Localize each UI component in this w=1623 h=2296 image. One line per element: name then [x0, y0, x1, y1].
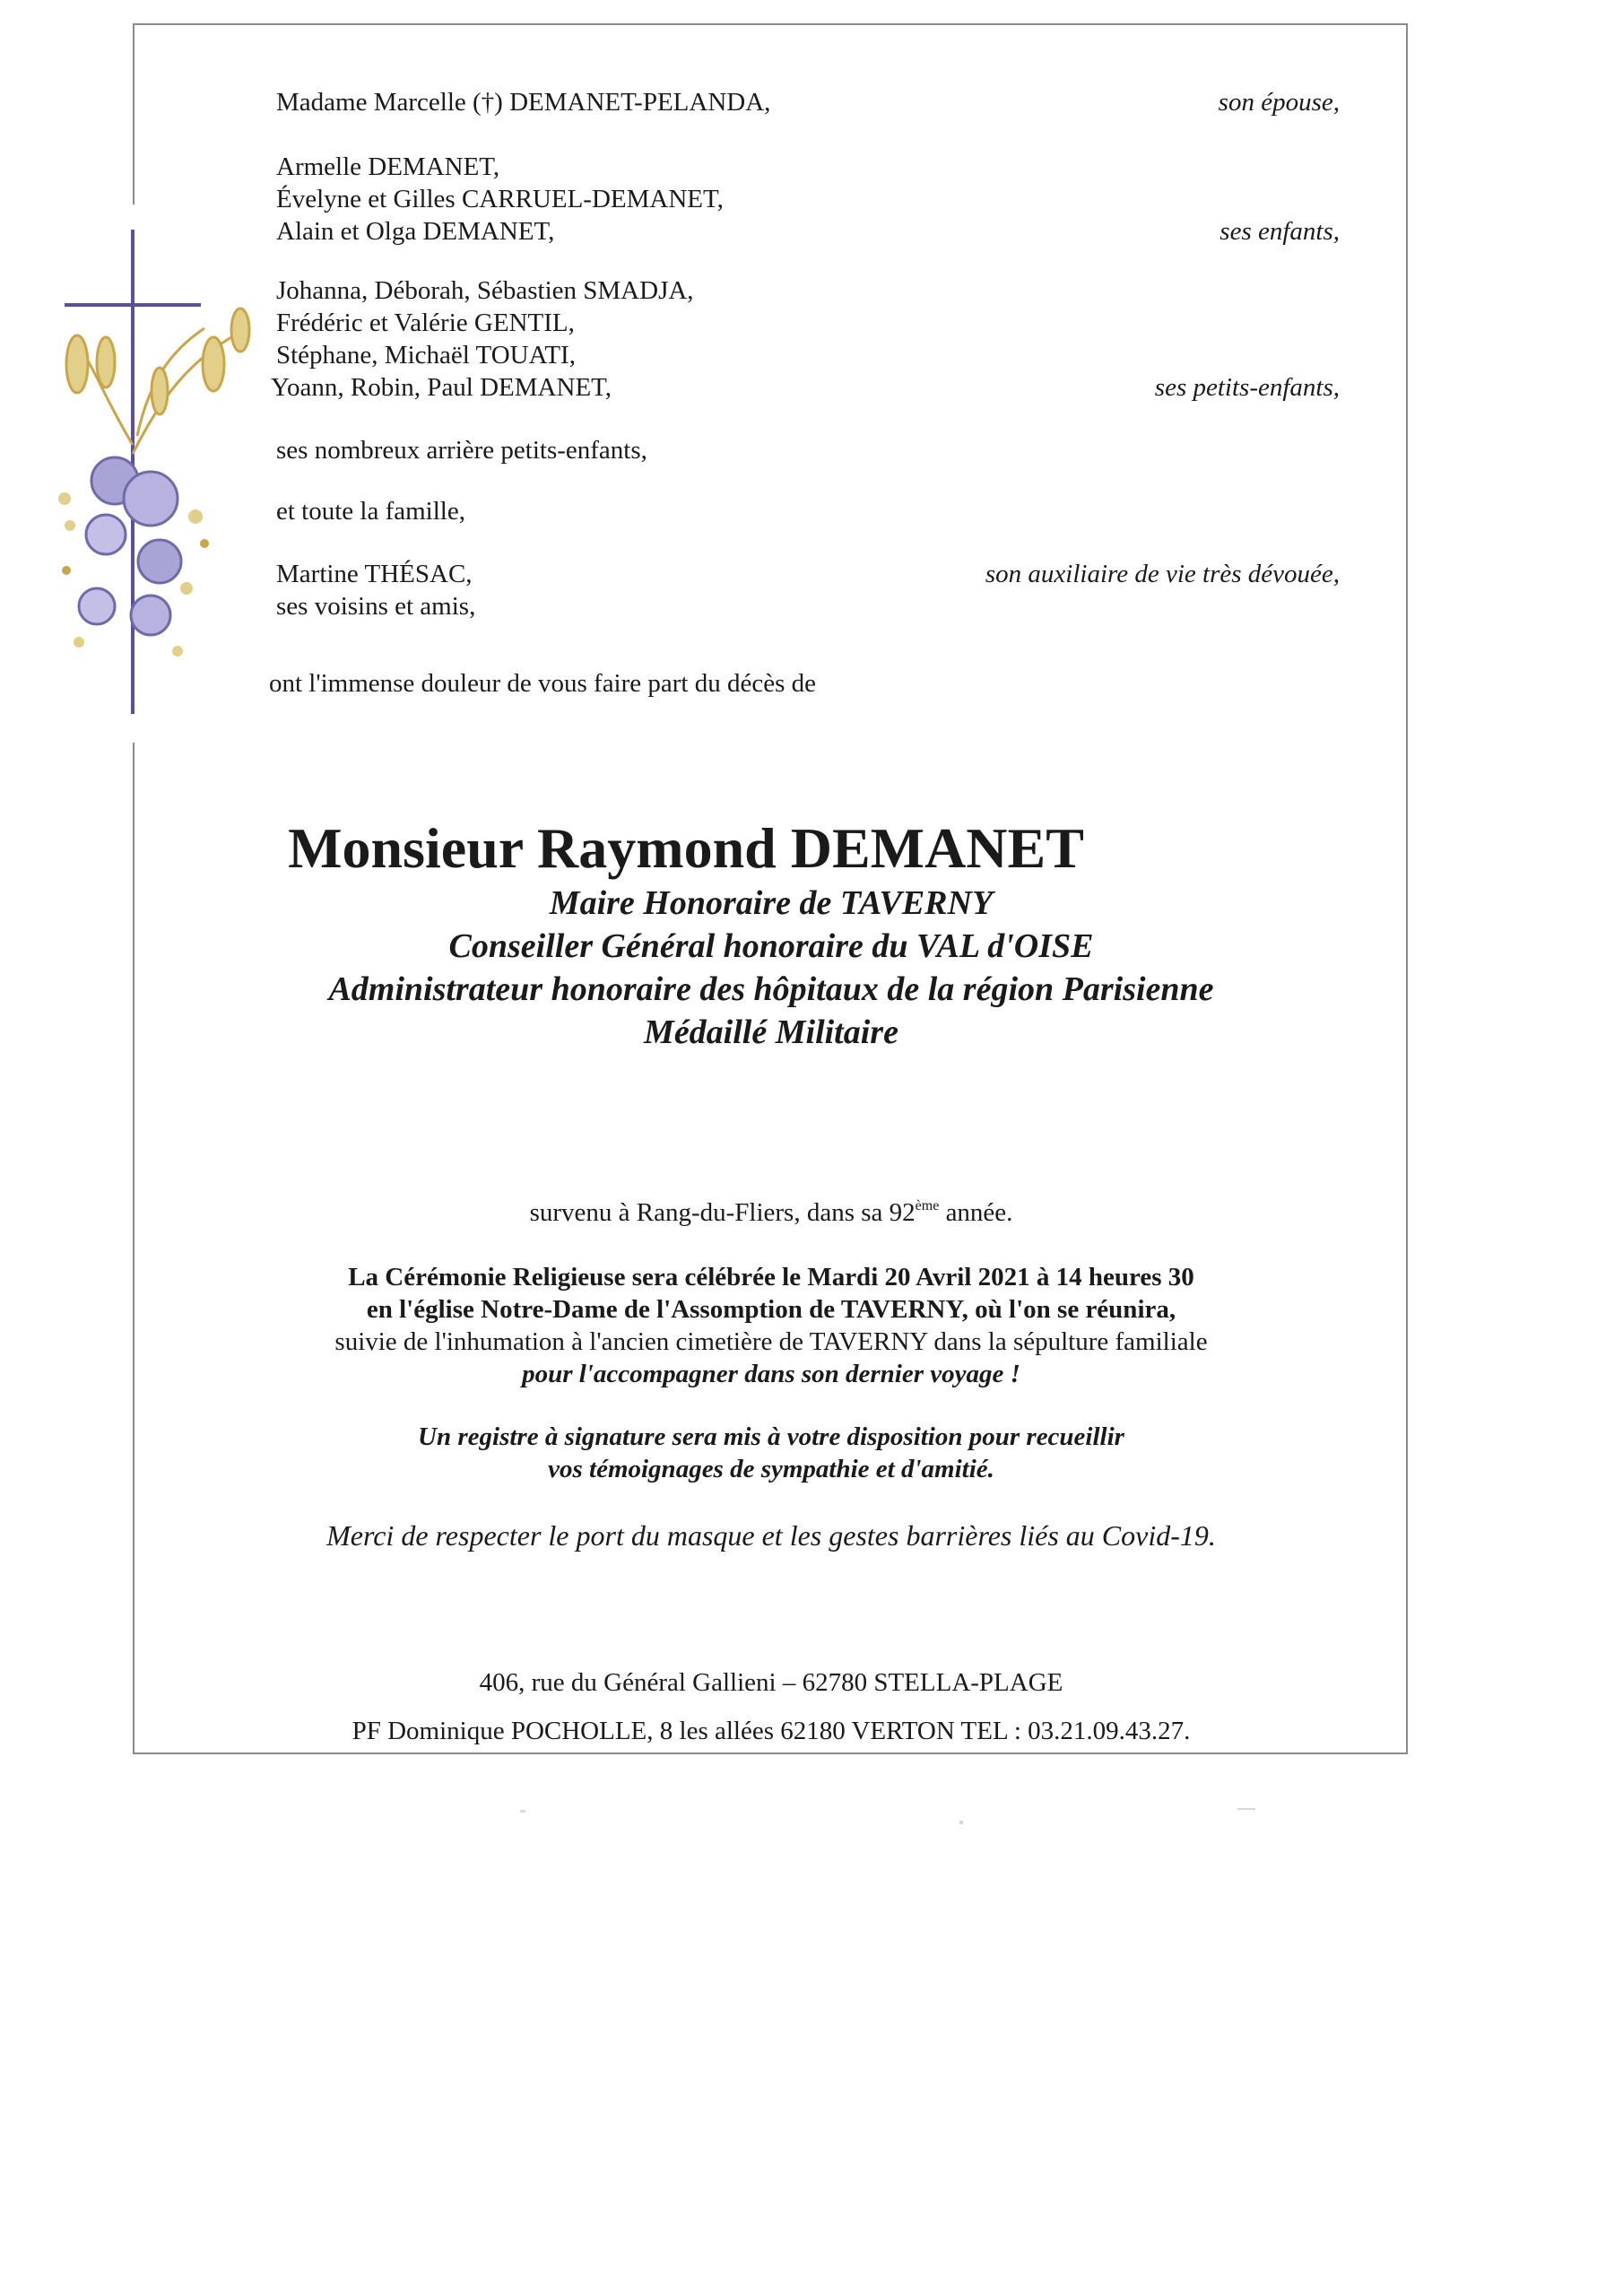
caregiver-relation: son auxiliaire de vie très dévouée, — [985, 560, 1340, 588]
ceremony-line: pour l'accompagner dans son dernier voyage ! — [522, 1360, 1020, 1388]
caregiver-row — [276, 558, 1340, 622]
spouse-row — [276, 86, 1340, 118]
cross-floral-decoration — [52, 230, 267, 732]
grandchildren-row — [271, 274, 1340, 404]
grandchild-name: Frédéric et Valérie GENTIL, — [276, 309, 575, 337]
announcement-row — [269, 667, 1332, 700]
deceased-name: Monsieur Raymond DEMANET — [288, 816, 1084, 880]
children-relation: ses enfants, — [1219, 217, 1340, 246]
ceremony-line: en l'église Notre-Dame de l'Assomption de TAVERNY, où l'on se réunira, — [366, 1295, 1176, 1324]
death-notice-sup: ème — [915, 1198, 940, 1213]
death-notice-before: survenu à Rang-du-Fliers, dans sa 92 — [529, 1198, 916, 1227]
grandchild-name: Yoann, Robin, Paul DEMANET, — [271, 373, 612, 402]
deceased-title: Médaillé Militaire — [644, 1013, 898, 1051]
covid-notice: Merci de respecter le port du masque et les gestes barrières liés au Covid-19. — [326, 1519, 1216, 1552]
caregiver-name: Martine THÉSAC, — [276, 560, 473, 588]
wheat-icon — [66, 309, 249, 454]
deceased-title: Maire Honoraire de TAVERNY — [549, 884, 994, 922]
great-grandchildren-row — [276, 434, 1340, 466]
child-name: Alain et Olga DEMANET, — [276, 217, 555, 246]
announcement-text: ont l'immense douleur de vous faire part du décès de — [269, 669, 817, 698]
scan-area — [0, 1781, 1623, 2296]
spouse-name: Madame Marcelle (†) DEMANET-PELANDA, — [276, 88, 771, 117]
scan-speck — [520, 1810, 525, 1813]
whole-family-row — [276, 495, 1340, 527]
grandchild-name: Johanna, Déborah, Sébastien SMADJA, — [276, 276, 694, 305]
registry-line: Un registre à signature sera mis à votre disposition pour recueillir — [418, 1422, 1124, 1451]
address: 406, rue du Général Gallieni – 62780 STELLA-PLAGE — [479, 1668, 1063, 1697]
great-grandchildren: ses nombreux arrière petits-enfants, — [276, 436, 647, 465]
neighbors-friends: ses voisins et amis, — [276, 592, 476, 621]
spouse-relation: son épouse, — [1218, 88, 1340, 117]
grandchild-name: Stéphane, Michaël TOUATI, — [276, 341, 576, 370]
children-row — [276, 151, 1340, 248]
registry-line: vos témoignages de sympathie et d'amitié. — [548, 1455, 994, 1483]
death-notice-after: année. — [939, 1198, 1013, 1227]
death-notice — [135, 1196, 1408, 1230]
ceremony-line: suivie de l'inhumation à l'ancien cimetière de TAVERNY dans la sépulture familiale — [334, 1327, 1208, 1356]
child-name: Évelyne et Gilles CARRUEL-DEMANET, — [276, 185, 724, 213]
deceased-title: Administrateur honoraire des hôpitaux de la région Parisienne — [328, 970, 1214, 1008]
scan-speck — [959, 1821, 963, 1824]
grandchildren-relation: ses petits-enfants, — [1154, 373, 1340, 402]
ceremony-line: La Cérémonie Religieuse sera célébrée le Mardi 20 Avril 2021 à 14 heures 30 — [348, 1263, 1194, 1292]
funeral-home: PF Dominique POCHOLLE, 8 les allées 62180 VERTON TEL : 03.21.09.43.27. — [352, 1717, 1191, 1745]
scan-speck — [1237, 1808, 1255, 1810]
deceased-title: Conseiller Général honoraire du VAL d'OISE — [448, 927, 1094, 965]
child-name: Armelle DEMANET, — [276, 152, 500, 181]
whole-family: et toute la famille, — [276, 497, 465, 526]
